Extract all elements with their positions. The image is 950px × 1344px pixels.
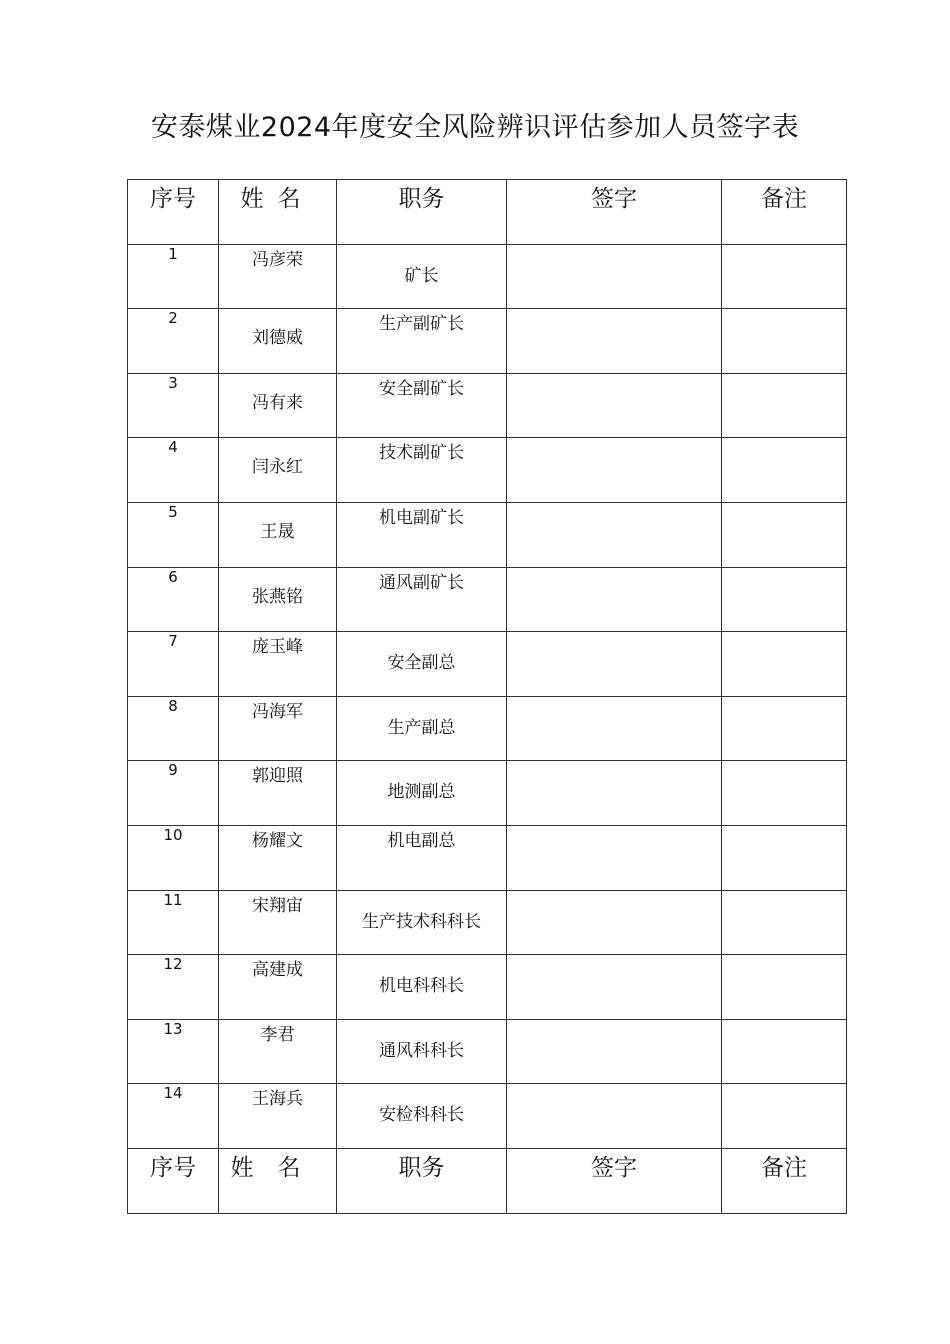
- remarks-cell[interactable]: [722, 632, 847, 697]
- header-position: 职务: [337, 180, 507, 245]
- table-row: [128, 825, 847, 890]
- header-name: 姓名: [219, 180, 337, 245]
- remarks-cell[interactable]: [722, 567, 847, 632]
- row-index: 13: [128, 1019, 219, 1084]
- row-position: 通风科科长: [337, 1019, 507, 1084]
- row-position: 生产技术科科长: [337, 890, 507, 955]
- row-index: 9: [128, 761, 219, 826]
- footer-header-name: 姓名: [219, 1148, 337, 1213]
- remarks-cell[interactable]: [722, 502, 847, 567]
- row-index: 8: [128, 696, 219, 761]
- table-row: [128, 309, 847, 374]
- row-index: 7: [128, 632, 219, 697]
- signature-cell[interactable]: [507, 567, 722, 632]
- remarks-cell[interactable]: [722, 761, 847, 826]
- table-row: [128, 438, 847, 503]
- row-position: 生产副总: [337, 696, 507, 761]
- table-row: [128, 567, 847, 632]
- row-name: 闫永红: [219, 438, 337, 503]
- remarks-cell[interactable]: [722, 890, 847, 955]
- table-row: [128, 502, 847, 567]
- row-name: 郭迎照: [219, 761, 337, 826]
- table-row: [128, 696, 847, 761]
- signature-cell[interactable]: [507, 890, 722, 955]
- signature-cell[interactable]: [507, 373, 722, 438]
- footer-header-remarks: 备注: [722, 1148, 847, 1213]
- remarks-cell[interactable]: [722, 373, 847, 438]
- row-position: 安全副总: [337, 632, 507, 697]
- row-name: 王晟: [219, 502, 337, 567]
- row-name: 冯有来: [219, 373, 337, 438]
- row-name: 庞玉峰: [219, 632, 337, 697]
- signature-cell[interactable]: [507, 632, 722, 697]
- row-position: 技术副矿长: [337, 438, 507, 503]
- footer-header-index: 序号: [128, 1148, 219, 1213]
- signature-cell[interactable]: [507, 955, 722, 1020]
- table-row: [128, 244, 847, 309]
- header-index: 序号: [128, 180, 219, 245]
- signature-cell[interactable]: [507, 1084, 722, 1149]
- row-name: 刘德威: [219, 309, 337, 374]
- row-index: 12: [128, 955, 219, 1020]
- row-position: 地测副总: [337, 761, 507, 826]
- signature-table: [127, 179, 847, 1214]
- table-header-row: [128, 180, 847, 245]
- signature-cell[interactable]: [507, 244, 722, 309]
- row-name: 宋翔宙: [219, 890, 337, 955]
- row-name: 高建成: [219, 955, 337, 1020]
- row-name: 冯彦荣: [219, 244, 337, 309]
- row-position: 矿长: [337, 244, 507, 309]
- row-position: 通风副矿长: [337, 567, 507, 632]
- table-footer-header-row: [128, 1148, 847, 1213]
- row-index: 3: [128, 373, 219, 438]
- row-index: 4: [128, 438, 219, 503]
- row-name: 冯海军: [219, 696, 337, 761]
- row-position: 生产副矿长: [337, 309, 507, 374]
- remarks-cell[interactable]: [722, 309, 847, 374]
- remarks-cell[interactable]: [722, 244, 847, 309]
- table-row: [128, 632, 847, 697]
- header-remarks: 备注: [722, 180, 847, 245]
- signature-cell[interactable]: [507, 761, 722, 826]
- row-position: 安检科科长: [337, 1084, 507, 1149]
- remarks-cell[interactable]: [722, 1084, 847, 1149]
- table-row: [128, 373, 847, 438]
- footer-header-position: 职务: [337, 1148, 507, 1213]
- signature-cell[interactable]: [507, 696, 722, 761]
- signature-cell[interactable]: [507, 309, 722, 374]
- row-index: 11: [128, 890, 219, 955]
- row-index: 14: [128, 1084, 219, 1149]
- row-index: 6: [128, 567, 219, 632]
- row-index: 2: [128, 309, 219, 374]
- table-row: [128, 955, 847, 1020]
- remarks-cell[interactable]: [722, 1019, 847, 1084]
- signature-cell[interactable]: [507, 502, 722, 567]
- row-position: 机电副总: [337, 825, 507, 890]
- document-title: 安泰煤业2024年度安全风险辨识评估参加人员签字表: [150, 112, 800, 143]
- signature-cell[interactable]: [507, 438, 722, 503]
- table-row: [128, 1084, 847, 1149]
- row-position: 机电副矿长: [337, 502, 507, 567]
- row-position: 安全副矿长: [337, 373, 507, 438]
- signature-cell[interactable]: [507, 825, 722, 890]
- row-index: 5: [128, 502, 219, 567]
- footer-header-signature: 签字: [507, 1148, 722, 1213]
- remarks-cell[interactable]: [722, 438, 847, 503]
- row-index: 1: [128, 244, 219, 309]
- signature-cell[interactable]: [507, 1019, 722, 1084]
- row-name: 张燕铭: [219, 567, 337, 632]
- row-position: 机电科科长: [337, 955, 507, 1020]
- header-signature: 签字: [507, 180, 722, 245]
- table-row: [128, 890, 847, 955]
- table-row: [128, 761, 847, 826]
- row-index: 10: [128, 825, 219, 890]
- table-row: [128, 1019, 847, 1084]
- remarks-cell[interactable]: [722, 696, 847, 761]
- row-name: 李君: [219, 1019, 337, 1084]
- row-name: 杨耀文: [219, 825, 337, 890]
- remarks-cell[interactable]: [722, 955, 847, 1020]
- row-name: 王海兵: [219, 1084, 337, 1149]
- remarks-cell[interactable]: [722, 825, 847, 890]
